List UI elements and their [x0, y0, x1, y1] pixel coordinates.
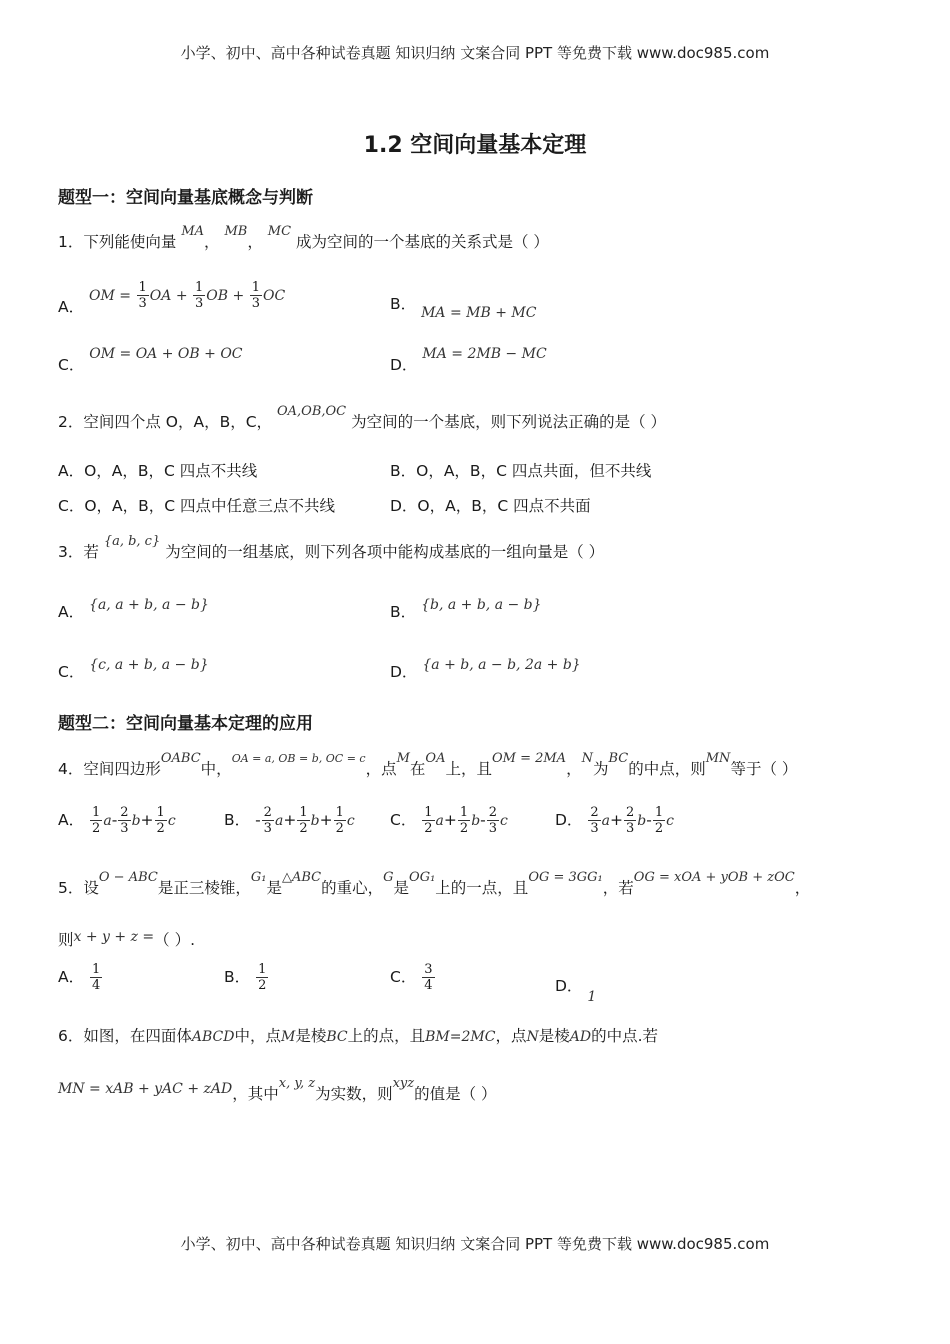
q2-option-d: D．O，A，B，C 四点不共面 [390, 497, 591, 515]
question-1: 1．下列能使向量 $^{MA}$， $^{MB}$， $^{MC}$ 成为空间的一个基底的关系式是（ ） [58, 224, 549, 251]
q4-option-a: A． $\frac{1}{2}$ a- $\frac{2}{3}$ b+ $\frac{1}{2}$ c [58, 805, 176, 836]
question-2: 2．空间四个点 O，A，B，C， $^{OA,OB,OC}$ 为空间的一个基底，则下列说法正确的是（ ） [58, 404, 667, 431]
question-5: 5．设$^{O - ABC}$是正三棱锥，$^{G_1}$是$^{\triangle ABC}$的重心，$^G$是$^{OG_1}$上的一点，且$^{OG = 3GG_1}$，若$^{OG = xOA + yOB + zOC}$， [58, 870, 811, 897]
q1-option-d: D． MA = 2MB − MC [390, 346, 547, 374]
q1-option-a: A． OM = $\frac{1}{3}$ OA + $\frac{1}{3}$ OB + $\frac{1}{3}$ OC [58, 280, 286, 316]
fraction: $\frac{1}{3}$ [138, 280, 147, 311]
question-6-line-2: MN = xAB + yAC + zAD，其中$^{x, y, z}$为实数，则$^{xyz}$的值是（ ） [58, 1076, 497, 1103]
q3-option-d: D． {a + b, a − b, 2a + b} [390, 657, 581, 681]
page-footer: 小学、初中、高中各种试卷真题 知识归纳 文案合同 PPT 等免费下载 www.doc985.com [180, 1235, 770, 1253]
q5-option-d: D． 1 [555, 977, 597, 1005]
question-4: 4．空间四边形$^{OABC}$中，$^{OA = a, OB = b, OC = c}$，点$^M$在$^{OA}$上，且$^{OM = 2MA}$，$^N$为$^{BC}$的中点，则$^{MN}$等于（ ） [58, 751, 798, 778]
q3-option-c: C． {c, a + b, a − b} [58, 657, 209, 681]
q5-option-b: B． $\frac{1}{2}$ [224, 962, 267, 993]
q3-option-b: B． {b, a + b, a − b} [390, 597, 542, 621]
q1-option-c: C． OM = OA + OB + OC [58, 346, 243, 374]
q5-option-a: A． $\frac{1}{4}$ [58, 962, 101, 993]
section-heading-2: 题型二：空间向量基本定理的应用 [58, 714, 313, 734]
q2-option-b: B．O，A，B，C 四点共面，但不共线 [390, 462, 652, 480]
page-title: 1.2 空间向量基本定理 [363, 133, 587, 158]
section-heading-1: 题型一：空间向量基底概念与判断 [58, 188, 313, 208]
q4-option-c: C． $\frac{1}{2}$ a+ $\frac{1}{2}$ b- $\frac{2}{3}$ c [390, 805, 508, 836]
question-6: 6．如图，在四面体ABCD中，点M是棱BC上的点，且BM=2MC，点N是棱AD的中点.若 [58, 1027, 659, 1045]
q5-option-c: C． $\frac{3}{4}$ [390, 962, 433, 993]
q2-option-c: C．O，A，B，C 四点中任意三点不共线 [58, 497, 336, 515]
q4-option-b: B． - $\frac{2}{3}$ a+ $\frac{1}{2}$ b+ $\frac{1}{2}$ c [224, 805, 355, 836]
q2-option-a: A．O，A，B，C 四点不共线 [58, 462, 258, 480]
fraction: $\frac{1}{3}$ [251, 280, 260, 311]
q4-option-d: D． $\frac{2}{3}$ a+ $\frac{2}{3}$ b- $\frac{1}{2}$ c [555, 805, 674, 836]
question-3: 3．若 $^{\{a, b, c\}}$ 为空间的一组基底，则下列各项中能构成基底的一组向量是（ ） [58, 534, 605, 561]
fraction: $\frac{1}{3}$ [195, 280, 204, 311]
q1-option-b: B． MA = MB + MC [390, 295, 537, 321]
page-header: 小学、初中、高中各种试卷真题 知识归纳 文案合同 PPT 等免费下载 www.doc985.com [180, 44, 770, 62]
q3-option-a: A． {a, a + b, a − b} [58, 597, 209, 621]
question-5-line-2: 则x + y + z =（ ）. [58, 929, 195, 949]
